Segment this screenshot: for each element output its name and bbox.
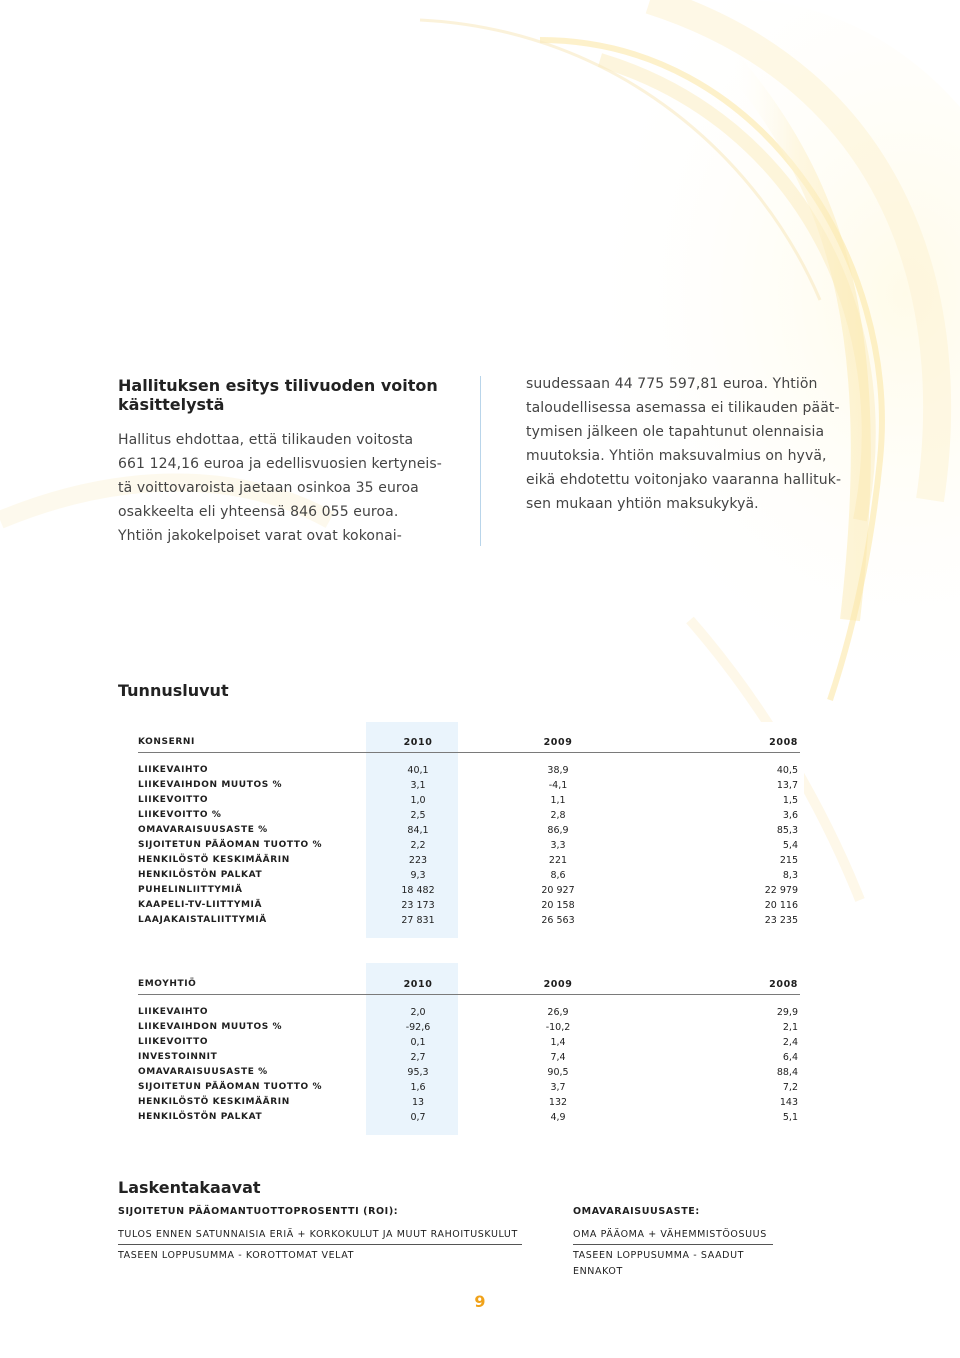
row-value: 1,5 xyxy=(782,795,798,806)
row-label: PUHELINLIITTYMIÄ xyxy=(138,885,243,895)
table-row xyxy=(138,883,800,898)
row-label: LIIKEVAIHTO xyxy=(138,1007,209,1017)
row-label: HENKILÖSTÖ KESKIMÄÄRIN xyxy=(138,855,290,865)
table-row xyxy=(138,1095,800,1110)
row-value: 40,5 xyxy=(776,765,798,776)
row-value: 2,1 xyxy=(782,1022,798,1033)
row-value: 84,1 xyxy=(407,825,429,836)
formula-numerator: TULOS ENNEN SATUNNAISIA ERIÄ + KORKOKULUT JA MUUT RAHOITUSKULUT xyxy=(118,1226,522,1245)
row-value: 85,3 xyxy=(776,825,798,836)
row-value: 8,6 xyxy=(550,870,566,881)
formula-title: SIJOITETUN PÄÄOMANTUOTTOPROSENTTI (ROI): xyxy=(118,1206,399,1217)
row-value: 2,2 xyxy=(410,840,426,851)
row-value: 26,9 xyxy=(547,1007,569,1018)
row-value: 23 173 xyxy=(401,900,435,911)
roi-formula xyxy=(118,1204,522,1264)
row-value: 5,1 xyxy=(782,1112,798,1123)
row-value: 18 482 xyxy=(401,885,435,896)
row-value: 5,4 xyxy=(782,840,798,851)
row-value: 20 927 xyxy=(541,885,575,896)
table-row xyxy=(138,913,800,928)
row-value: 223 xyxy=(408,855,428,866)
table-row xyxy=(138,898,800,913)
row-value: 4,9 xyxy=(550,1112,566,1123)
row-value: 88,4 xyxy=(776,1067,798,1078)
row-value: 40,1 xyxy=(407,765,429,776)
row-label: HENKILÖSTÖN PALKAT xyxy=(138,870,263,880)
row-value: 8,3 xyxy=(782,870,798,881)
row-label: HENKILÖSTÖN PALKAT xyxy=(138,1112,263,1122)
table-row xyxy=(138,778,800,793)
row-value: 215 xyxy=(779,855,798,866)
table-row xyxy=(138,1110,800,1125)
row-value: 7,4 xyxy=(550,1052,566,1063)
row-label: LAAJAKAISTALIITTYMIÄ xyxy=(138,915,267,925)
table-row xyxy=(138,1050,800,1065)
row-value: 1,1 xyxy=(550,795,566,806)
table-row xyxy=(138,838,800,853)
row-label: SIJOITETUN PÄÄOMAN TUOTTO % xyxy=(138,840,323,850)
row-value: 6,4 xyxy=(782,1052,798,1063)
row-label: SIJOITETUN PÄÄOMAN TUOTTO % xyxy=(138,1082,323,1092)
formula-numerator: OMA PÄÄOMA + VÄHEMMISTÖOSUUS xyxy=(573,1226,773,1245)
row-value: 27 831 xyxy=(401,915,435,926)
table-row xyxy=(138,1035,800,1050)
row-label: HENKILÖSTÖ KESKIMÄÄRIN xyxy=(138,1097,290,1107)
row-value: 2,7 xyxy=(410,1052,426,1063)
table-row xyxy=(138,1080,800,1095)
row-value: 13,7 xyxy=(776,780,798,791)
row-label: KAAPELI-TV-LIITTYMIÄ xyxy=(138,900,263,910)
formula-title: OMAVARAISUUSASTE: xyxy=(573,1206,700,1217)
row-value: 2,8 xyxy=(550,810,566,821)
row-value: 29,9 xyxy=(776,1007,798,1018)
row-value: 2,5 xyxy=(410,810,426,821)
row-value: 143 xyxy=(779,1097,798,1108)
table-row xyxy=(138,853,800,868)
formula-denominator: TASEEN LOPPUSUMMA - SAADUT ENNAKOT xyxy=(573,1250,745,1277)
table-row xyxy=(138,823,800,838)
header-year: 2008 xyxy=(648,733,800,753)
header-year: 2009 xyxy=(468,975,648,995)
row-label: LIIKEVAIHDON MUUTOS % xyxy=(138,780,283,790)
row-value: 90,5 xyxy=(547,1067,569,1078)
header-label: KONSERNI xyxy=(138,733,368,753)
row-label: OMAVARAISUUSASTE % xyxy=(138,825,268,835)
row-value: -4,1 xyxy=(548,780,568,791)
row-value: 1,0 xyxy=(410,795,426,806)
row-value: 221 xyxy=(548,855,568,866)
row-value: -10,2 xyxy=(545,1022,571,1033)
row-value: 20 158 xyxy=(541,900,575,911)
row-value: -92,6 xyxy=(405,1022,431,1033)
row-value: 38,9 xyxy=(547,765,569,776)
formula-denominator: TASEEN LOPPUSUMMA - KOROTTOMAT VELAT xyxy=(118,1250,355,1261)
header-year: 2010 xyxy=(368,733,468,753)
row-value: 3,3 xyxy=(550,840,566,851)
table-row xyxy=(138,1020,800,1035)
column-divider xyxy=(480,376,481,546)
header-year: 2009 xyxy=(468,733,648,753)
table-row xyxy=(138,793,800,808)
row-value: 2,0 xyxy=(410,1007,426,1018)
table-row xyxy=(138,808,800,823)
row-label: LIIKEVAIHTO xyxy=(138,765,209,775)
proposal-text-left: Hallitus ehdottaa, että tilikauden voitosta 661 124,16 euroa ja edellisvuosien kertyneis- tä voittovaroista jaetaan osinkoa 35 euroa osakkeelta eli yhteensä 846 055 euroa. Yhtiön jakokelpoiset varat ovat kokonai- xyxy=(118,432,442,544)
table-row xyxy=(138,1005,800,1020)
formulas-heading: Laskentakaavat xyxy=(118,1178,261,1197)
row-value: 23 235 xyxy=(764,915,798,926)
row-value: 3,7 xyxy=(550,1082,566,1093)
row-value: 9,3 xyxy=(410,870,426,881)
row-value: 13 xyxy=(411,1097,425,1108)
row-value: 26 563 xyxy=(541,915,575,926)
proposal-heading: Hallituksen esitys tilivuoden voiton käsittelystä xyxy=(118,376,438,414)
row-value: 1,6 xyxy=(410,1082,426,1093)
table-row xyxy=(138,1065,800,1080)
table-header-row xyxy=(138,975,800,995)
row-value: 0,7 xyxy=(410,1112,426,1123)
table-row xyxy=(138,763,800,778)
row-value: 1,4 xyxy=(550,1037,566,1048)
row-label: INVESTOINNIT xyxy=(138,1052,218,1062)
row-value: 95,3 xyxy=(407,1067,429,1078)
row-label: OMAVARAISUUSASTE % xyxy=(138,1067,268,1077)
row-value: 86,9 xyxy=(547,825,569,836)
row-label: LIIKEVOITTO xyxy=(138,795,209,805)
row-value: 7,2 xyxy=(782,1082,798,1093)
row-value: 2,4 xyxy=(782,1037,798,1048)
header-year: 2008 xyxy=(648,975,800,995)
row-label: LIIKEVOITTO % xyxy=(138,810,222,820)
row-value: 20 116 xyxy=(764,900,798,911)
table-row xyxy=(138,868,800,883)
header-year: 2010 xyxy=(368,975,468,995)
table-header-row xyxy=(138,733,800,753)
group-kpi-table xyxy=(138,733,800,928)
row-value: 3,1 xyxy=(410,780,426,791)
page-number: 9 xyxy=(474,1292,486,1311)
row-value: 22 979 xyxy=(764,885,798,896)
row-value: 3,6 xyxy=(782,810,798,821)
equity-ratio-formula xyxy=(573,1204,773,1277)
row-value: 132 xyxy=(548,1097,568,1108)
row-value: 0,1 xyxy=(410,1037,426,1048)
row-label: LIIKEVOITTO xyxy=(138,1037,209,1047)
row-label: LIIKEVAIHDON MUUTOS % xyxy=(138,1022,283,1032)
proposal-text-right: suudessaan 44 775 597,81 euroa. Yhtiön taloudellisessa asemassa ei tilikauden päät- tymisen jälkeen ole tapahtunut olennaisia muutoksia. Yhtiön maksuvalmius on hyvä, eikä ehdotettu voitonjako vaaranna hallituk- sen mukaan yhtiön maksukykyä. xyxy=(526,376,842,512)
kpi-heading: Tunnusluvut xyxy=(118,681,229,700)
parent-kpi-table xyxy=(138,975,800,1125)
header-label: EMOYHTIÖ xyxy=(138,975,368,995)
